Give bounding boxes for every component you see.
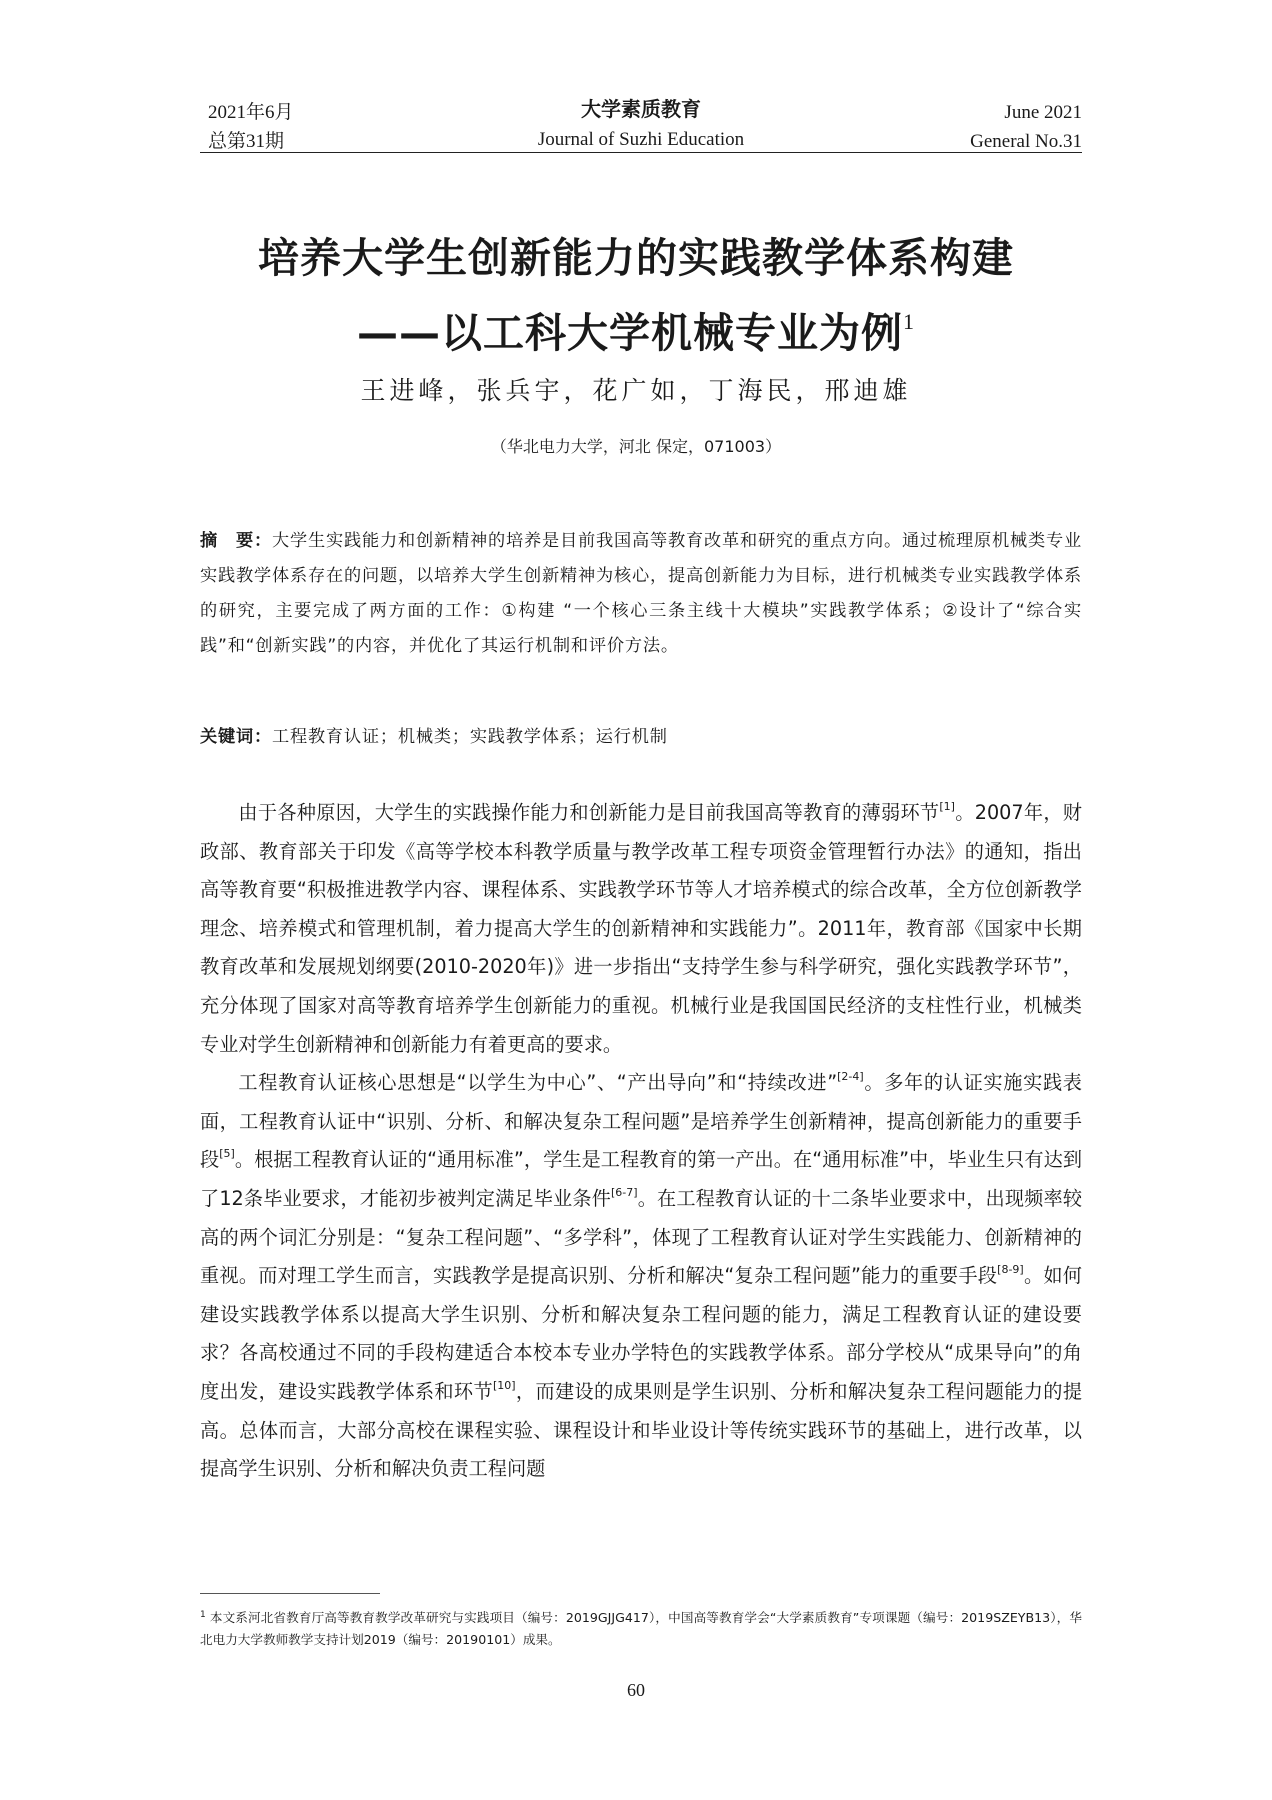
body-paragraph-2 [200,1064,1082,1489]
citation: [2-4] [837,1070,864,1084]
paper-title-line1: 培养大学生创新能力的实践教学体系构建 [258,234,1014,282]
citation: [5] [219,1147,235,1161]
footnote [200,1604,1082,1651]
text-run: 。多年的认证实施实践表面，工程教育认证中“识别、分析、和解决复杂工程问题”是培养学生创新精神，提高创新能力的重要手段 [200,1071,1082,1172]
text-run: 。如何建设实践教学体系以提高大学生识别、分析和解决复杂工程问题的能力，满足工程教育认证的建设要求？各高校通过不同的手段构建适合本校本专业办学特色的实践教学体系。部分学校从“成果导向”的角度出发，建设实践教学体系和环节 [200,1264,1082,1403]
text-run: 。2007年，财政部、教育部关于印发《高等学校本科教学质量与教学改革工程专项资金管理暂行办法》的通知，指出高等教育要“积极推进教学内容、课程体系、实践教学环节等人才培养模式的综合改革，全方位创新教学理念、培养模式和管理机制，着力提高大学生的创新精神和实践能力”。2011年，教育部《国家中长期教育改革和发展规划纲要(2010-2020年)》进一步指出“支持学生参与科学研究，强化实践教学环节”，充分体现了国家对高等教育培养学生创新能力的重视。机械行业是我国国民经济的支柱性行业，机械类专业对学生创新精神和创新能力有着更高的要求。 [200,801,1082,1056]
citation: [6-7] [611,1185,638,1199]
text-run: 由于各种原因，大学生的实践操作能力和创新能力是目前我国高等教育的薄弱环节 [238,801,940,824]
journal-name-en: Journal of Suzhi Education [537,129,745,150]
abstract [200,524,1082,664]
running-header [200,92,1082,153]
main-body [200,794,1082,1489]
citation: [8-9] [997,1263,1024,1277]
keywords-text: 工程教育认证；机械类；实践教学体系；运行机制 [271,727,668,747]
footnote-mark: 1 [200,1610,206,1620]
title-footnote-mark: 1 [903,309,915,334]
footnote-text: 本文系河北省教育厅高等教育教学改革研究与实践项目（编号：2019GJJG417），中国高等教育学会“大学素质教育”专项课题（编号：2019SZEYB13），华北电力大学教师教学支持计划2019（编号：20190101）成果。 [200,1610,1082,1647]
header-date-en: June 2021 [1004,102,1082,123]
header-issue-cn: 总第31期 [208,131,285,152]
affiliation: （华北电力大学，河北 保定，071003） [490,437,782,456]
keywords [200,720,1082,755]
journal-name-cn: 大学素质教育 [581,99,701,121]
citation: [10] [492,1378,516,1392]
body-paragraph-1 [200,794,1082,1064]
text-run: 工程教育认证核心思想是“以学生为中心”、“产出导向”和“持续改进” [238,1071,838,1095]
header-right [970,98,1082,156]
header-date-cn: 2021年6月 [208,102,294,123]
abstract-label: 摘 要： [200,531,272,551]
abstract-text: 大学生实践能力和创新精神的培养是目前我国高等教育改革和研究的重点方向。通过梳理原机械类专业实践教学体系存在的问题，以培养大学生创新精神为核心，提高创新能力为目标，进行机械类专业实践教学体系的研究，主要完成了两方面的工作：①构建 “一个核心三条主线十大模块”实践教学体系；②设计了“综合实践”和“创新实践”的内容，并优化了其运行机制和评价方法。 [200,531,1082,656]
paper-title-line2 [0,290,1272,365]
page-number: 60 [627,1680,645,1700]
text-run: 。根据工程教育认证的“通用标准”，学生是工程教育的第一产出。在“通用标准”中，毕业生只有达到了12条毕业要求，才能初步被判定满足毕业条件 [200,1148,1083,1210]
text-run: 。在工程教育认证的十二条毕业要求中，出现频率较高的两个词汇分别是：“复杂工程问题”、“多学科”，体现了工程教育认证对学生实践能力、创新精神的重视。而对理工学生而言，实践教学是提高识别、分析和解决“复杂工程问题”能力的重要手段 [200,1186,1083,1288]
paper-subtitle: ——以工科大学机械专业为例 [357,309,903,357]
footnote-divider [200,1593,380,1594]
keywords-label: 关键词： [200,727,272,747]
header-journal [200,96,1082,154]
header-issue-en: General No.31 [970,131,1082,152]
text-run: ，而建设的成果则是学生识别、分析和解决复杂工程问题能力的提高。总体而言，大部分高校在课程实验、课程设计和毕业设计等传统实践环节的基础上，进行改革，以提高学生识别、分析和解决负责工程问题 [200,1379,1083,1481]
citation: [1] [939,800,955,813]
author-list: 王进峰，张兵宇，花广如，丁海民，邢迪雄 [360,376,912,405]
